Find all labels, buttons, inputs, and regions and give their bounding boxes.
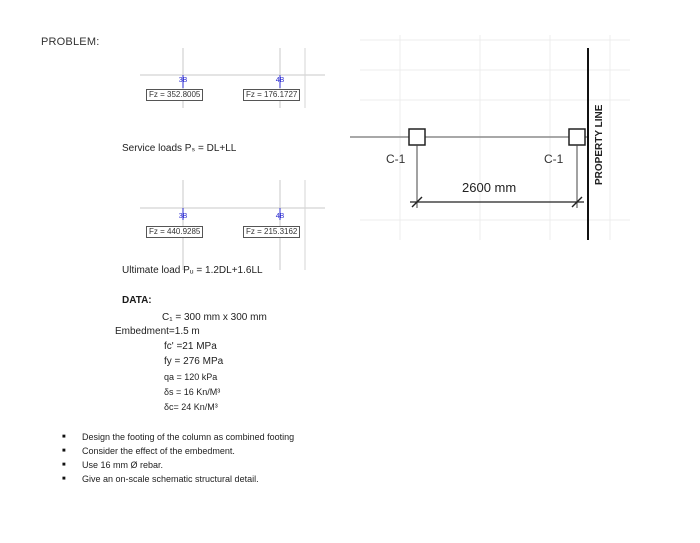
column-left-label: C-1 <box>386 152 406 166</box>
task-list <box>62 430 294 486</box>
list-item: ■ Consider the effect of the embedment. <box>62 444 294 458</box>
column-right <box>569 129 585 145</box>
list-item: ■ Use 16 mm Ø rebar. <box>62 458 294 472</box>
column-right-label: C-1 <box>544 152 564 166</box>
dimension-label: 2600 mm <box>462 180 517 195</box>
column-size: C₁ = 300 mm x 300 mm <box>162 312 267 323</box>
column-left <box>409 129 425 145</box>
ultimate-grid-lines <box>130 180 330 270</box>
data-title: DATA: <box>122 295 152 306</box>
property-line-label: PROPERTY LINE <box>594 104 605 185</box>
ultimate-fz-right: Fz = 215.3162 <box>243 226 300 238</box>
ultimate-node-right: 4B <box>275 213 285 220</box>
steel-yield: fy = 276 MPa <box>164 356 224 367</box>
page-title: PROBLEM: <box>41 36 100 48</box>
ultimate-fz-left: Fz = 440.9285 <box>146 226 203 238</box>
ultimate-load-label: Ultimate load Pᵤ = 1.2DL+1.6LL <box>122 265 263 276</box>
embedment: Embedment=1.5 m <box>115 326 200 337</box>
service-node-right: 4B <box>275 77 285 84</box>
concrete-unit-weight: δc= 24 Kn/M³ <box>164 402 218 412</box>
list-item: ■ Give an on-scale schematic structural detail. <box>62 472 294 486</box>
soil-unit-weight: δs = 16 Kn/M³ <box>164 387 221 397</box>
footing-plan-sketch <box>350 30 640 250</box>
allowable-bearing: qa = 120 kPa <box>164 372 218 382</box>
concrete-strength: fc' =21 MPa <box>164 341 217 352</box>
list-item: ■ Design the footing of the column as combined footing <box>62 430 294 444</box>
service-fz-left: Fz = 352.8005 <box>146 89 203 101</box>
service-node-left: 3B <box>178 77 188 84</box>
service-fz-right: Fz = 176.1727 <box>243 89 300 101</box>
service-load-label: Service loads Pₛ = DL+LL <box>122 143 237 154</box>
ultimate-node-left: 3B <box>178 213 188 220</box>
